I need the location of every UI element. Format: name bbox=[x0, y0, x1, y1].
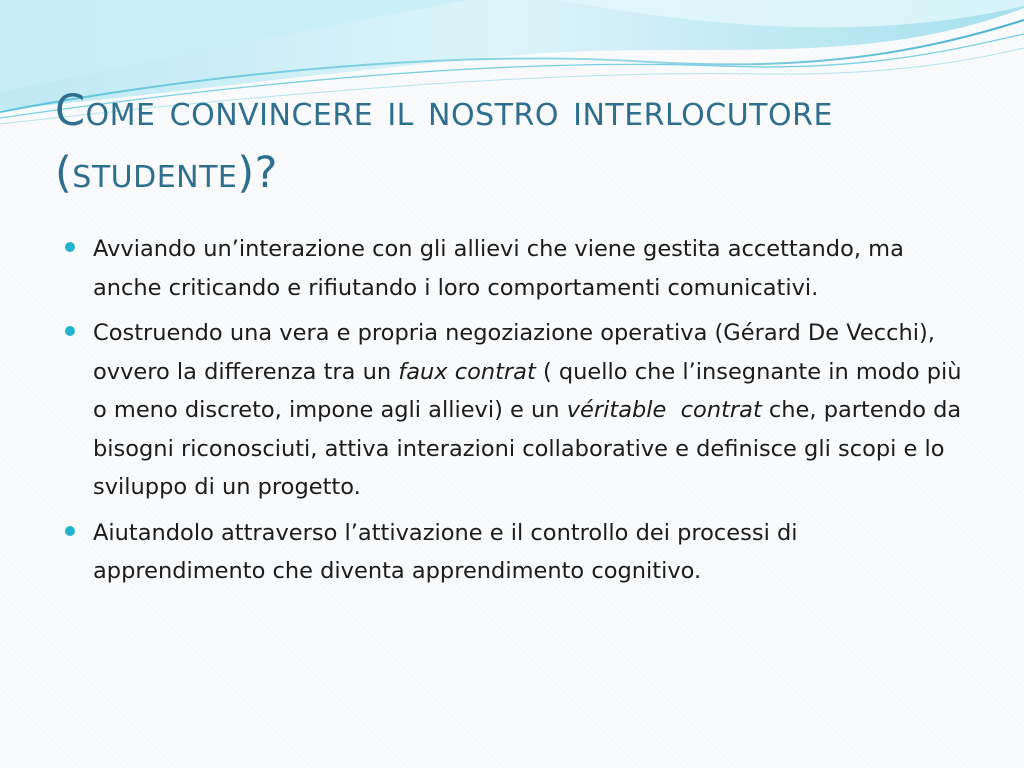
bullet-text: Aiutandolo attraverso l’attivazione e il controllo dei processi di apprendimento che diventa apprendimento cognitivo. bbox=[93, 519, 798, 584]
bullet-text-segment: ( quello che l’insegnante in modo più o meno discreto, impone agli allievi) e un bbox=[93, 358, 962, 423]
bullet-text-segment: Costruendo una vera e propria negoziazione operativa (Gérard De Vecchi), ovvero la differenza tra un bbox=[93, 320, 935, 385]
bullet-text-italic: véritable contrat bbox=[566, 397, 762, 423]
bullet-text bbox=[93, 320, 962, 500]
round-dot-icon bbox=[65, 242, 75, 252]
slide-title: Come convincere il nostro interlocutore (studente)? bbox=[55, 86, 833, 198]
bullet-text: Avviando un’interazione con gli allievi che viene gestita accettando, ma anche criticando e rifiutando i loro comportamenti comunicativi. bbox=[93, 236, 904, 301]
bullet-text-segment: che, partendo da bisogni riconosciuti, attiva interazioni collaborative e definisce gli scopi e lo sviluppo di un progetto. bbox=[93, 397, 962, 500]
bullet-list bbox=[65, 230, 970, 598]
bullet-item bbox=[65, 514, 970, 591]
bullet-item bbox=[65, 230, 970, 307]
round-dot-icon bbox=[65, 326, 75, 336]
bullet-text-italic: faux contrat bbox=[398, 358, 536, 385]
round-dot-icon bbox=[65, 526, 75, 536]
bullet-item bbox=[65, 314, 970, 507]
